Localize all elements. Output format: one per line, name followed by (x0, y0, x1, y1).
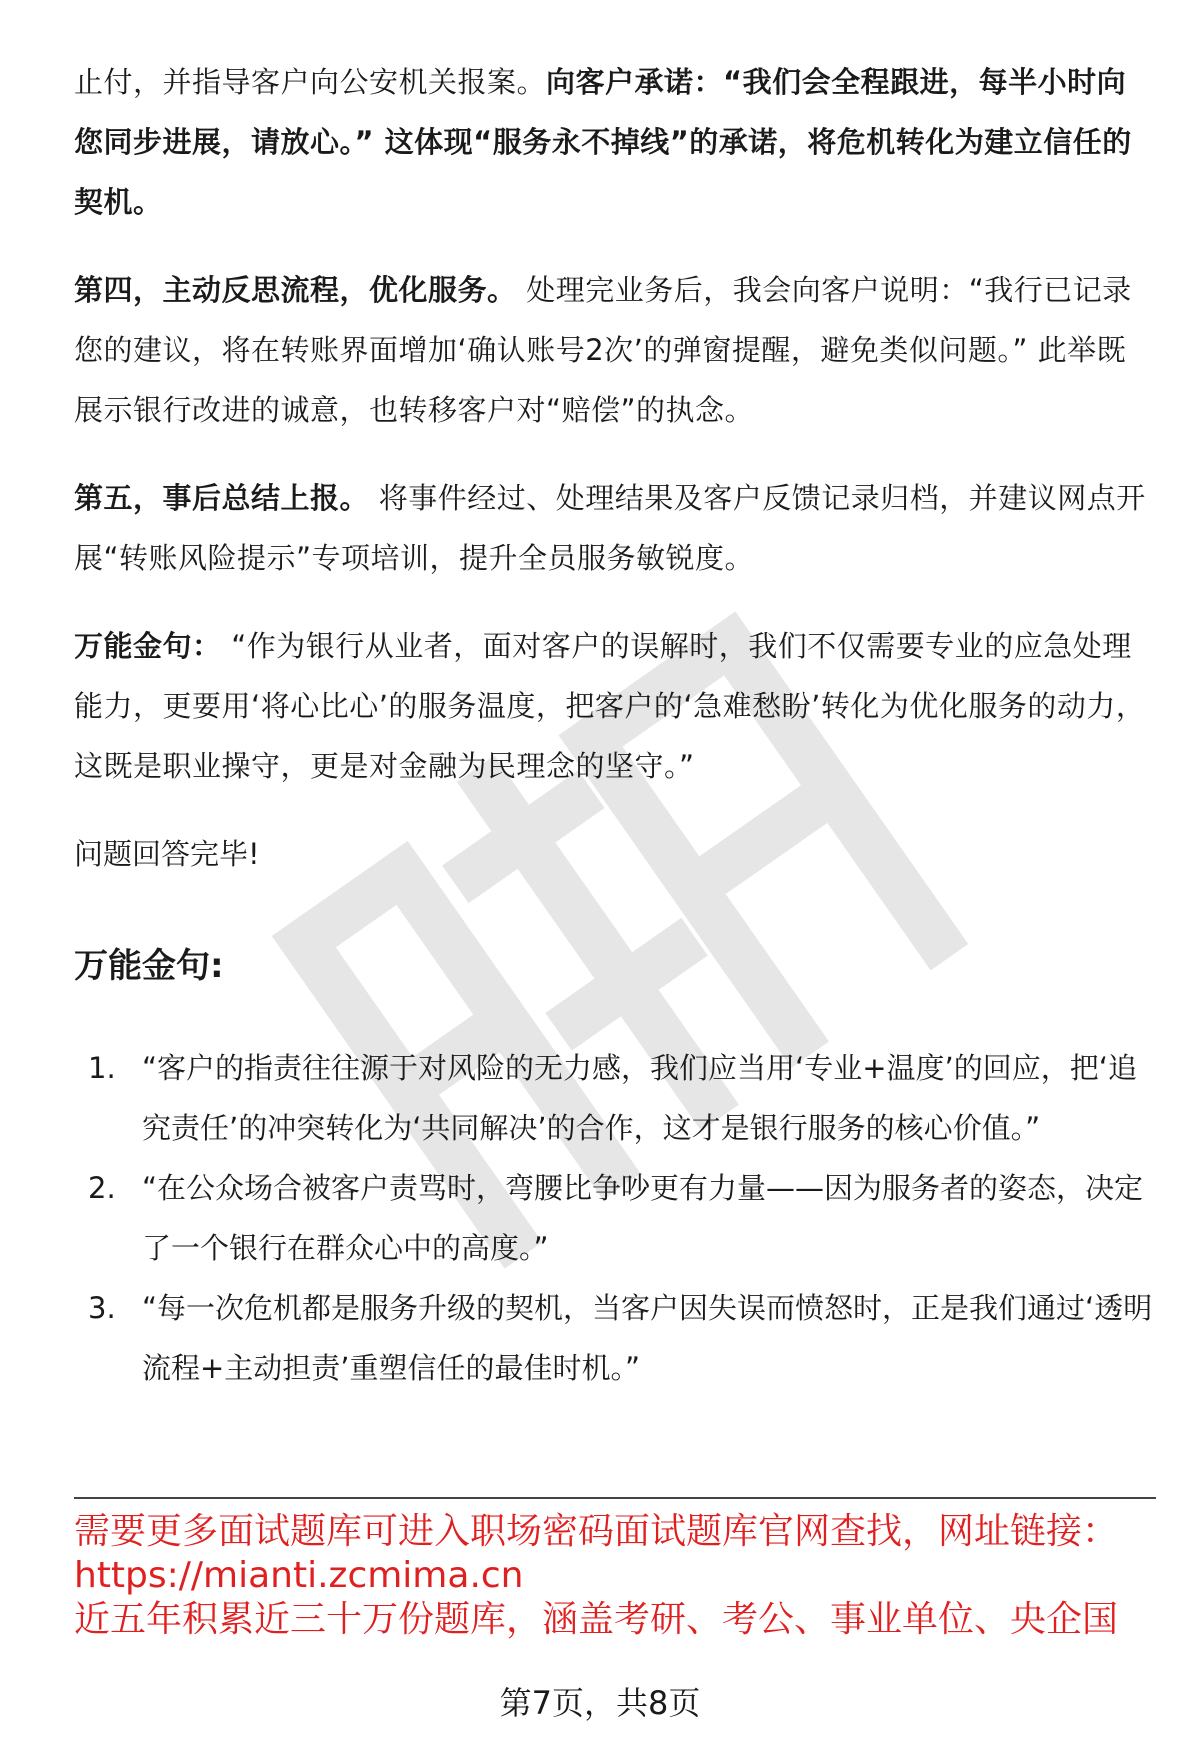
paragraph-list (74, 52, 1154, 796)
quote-list (74, 1038, 1154, 1398)
body-text: 止付，并指导客户向公安机关报案。 (74, 65, 547, 99)
quote-number: 2. (88, 1171, 116, 1205)
body-text: 处理完业务后，我会向客户说明：“我行已记录您的建议，将在转账界面增加‘确认账号2次’的弹窗提醒，避免类似问题。” 此举既展示银行改进的诚意，也转移客户对“赔偿”的执念。 (74, 273, 1132, 427)
body-text: “作为银行从业者，面对客户的误解时，我们不仅需要专业的应急处理能力，更要用‘将心比心’的服务温度，把客户的‘急难愁盼’转化为优化服务的动力，这既是职业操守，更是对金融为民理念的坚守。” (74, 629, 1146, 783)
quote-number: 3. (88, 1291, 116, 1325)
quote-item (88, 1278, 1154, 1398)
bold-text: 向客户承诺：“我们会全程跟进，每半小时向您同步进展，请放心。” 这体现“服务永不掉线”的承诺，将危机转化为建立信任的契机。 (74, 65, 1132, 219)
page-number: 第7页，共8页 (499, 1684, 701, 1722)
divider-line (74, 1497, 1156, 1499)
answer-end-text: 问题回答完毕! (74, 837, 260, 871)
bold-text: 第五，事后总结上报。 (74, 481, 370, 515)
promo-line-3: 近五年积累近三十万份题库，涵盖考研、考公、事业单位、央企国 (74, 1599, 1119, 1640)
paragraph (74, 468, 1154, 588)
quote-number: 1. (88, 1051, 116, 1085)
body-text: 将事件经过、处理结果及客户反馈记录归档，并建议网点开展“转账风险提示”专项培训，提升全员服务敏锐度。 (74, 481, 1146, 575)
quote-item (88, 1158, 1154, 1278)
paragraph (74, 52, 1154, 232)
quote-text: “在公众场合被客户责骂时，弯腰比争吵更有力量——因为服务者的姿态，决定了一个银行在群众心中的高度。” (142, 1171, 1144, 1265)
quote-item (88, 1038, 1154, 1158)
paragraph (74, 260, 1154, 440)
quote-text: “客户的指责往往源于对风险的无力感，我们应当用‘专业+温度’的回应，把‘追究责任’的冲突转化为‘共同解决’的合作，这才是银行服务的核心价值。” (142, 1051, 1137, 1145)
bold-text: 第四，主动反思流程，优化服务。 (74, 273, 517, 307)
promo-link[interactable]: https://mianti.zcmima.cn (74, 1555, 524, 1596)
bold-text: 万能金句： (74, 629, 222, 663)
document-body (74, 52, 1154, 1398)
promo-block (74, 1510, 1174, 1642)
paragraph (74, 616, 1154, 796)
quote-text: “每一次危机都是服务升级的契机，当客户因失误而愤怒时，正是我们通过‘透明流程+主动担责’重塑信任的最佳时机。” (142, 1291, 1153, 1385)
promo-line-1: 需要更多面试题库可进入职场密码面试题库官网查找，网址链接： (74, 1511, 1119, 1552)
section-title: 万能金句: (74, 946, 224, 986)
